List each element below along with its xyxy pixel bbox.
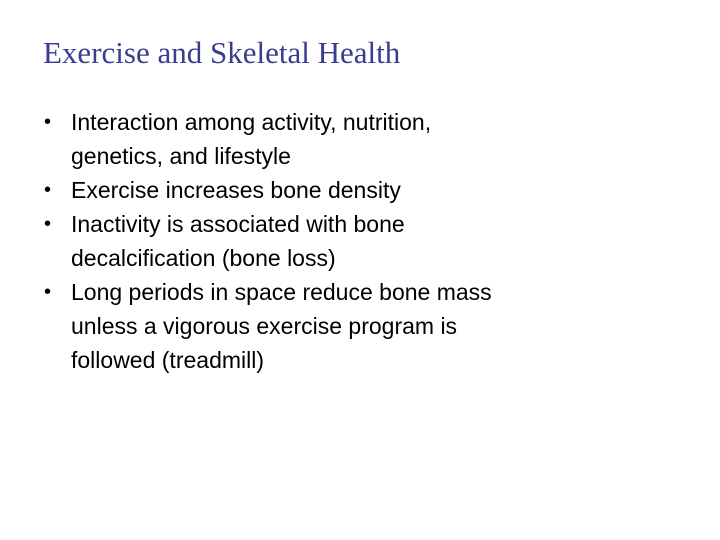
slide-title: Exercise and Skeletal Health	[43, 35, 401, 70]
bullet-line: decalcification (bone loss)	[71, 245, 336, 271]
bullet-line: Long periods in space reduce bone mass	[71, 279, 492, 305]
bullet-dot-icon: •	[44, 111, 52, 133]
bullet-text	[71, 207, 604, 275]
bullet-list	[44, 105, 604, 377]
bullet-text	[71, 105, 604, 173]
bullet-item	[44, 105, 604, 173]
bullet-text	[71, 173, 604, 207]
bullet-line: Exercise increases bone density	[71, 177, 401, 203]
bullet-line: genetics, and lifestyle	[71, 143, 291, 169]
bullet-dot-icon: •	[44, 281, 52, 303]
bullet-line: followed (treadmill)	[71, 347, 265, 373]
bullet-line: unless a vigorous exercise program is	[71, 313, 458, 339]
bullet-dot-icon: •	[44, 179, 52, 201]
bullet-item	[44, 207, 604, 275]
bullet-text	[71, 275, 604, 377]
bullet-dot-icon: •	[44, 213, 52, 235]
bullet-line: Inactivity is associated with bone	[71, 211, 405, 237]
bullet-item	[44, 173, 604, 207]
bullet-line: Interaction among activity, nutrition,	[71, 109, 432, 135]
bullet-item	[44, 275, 604, 377]
